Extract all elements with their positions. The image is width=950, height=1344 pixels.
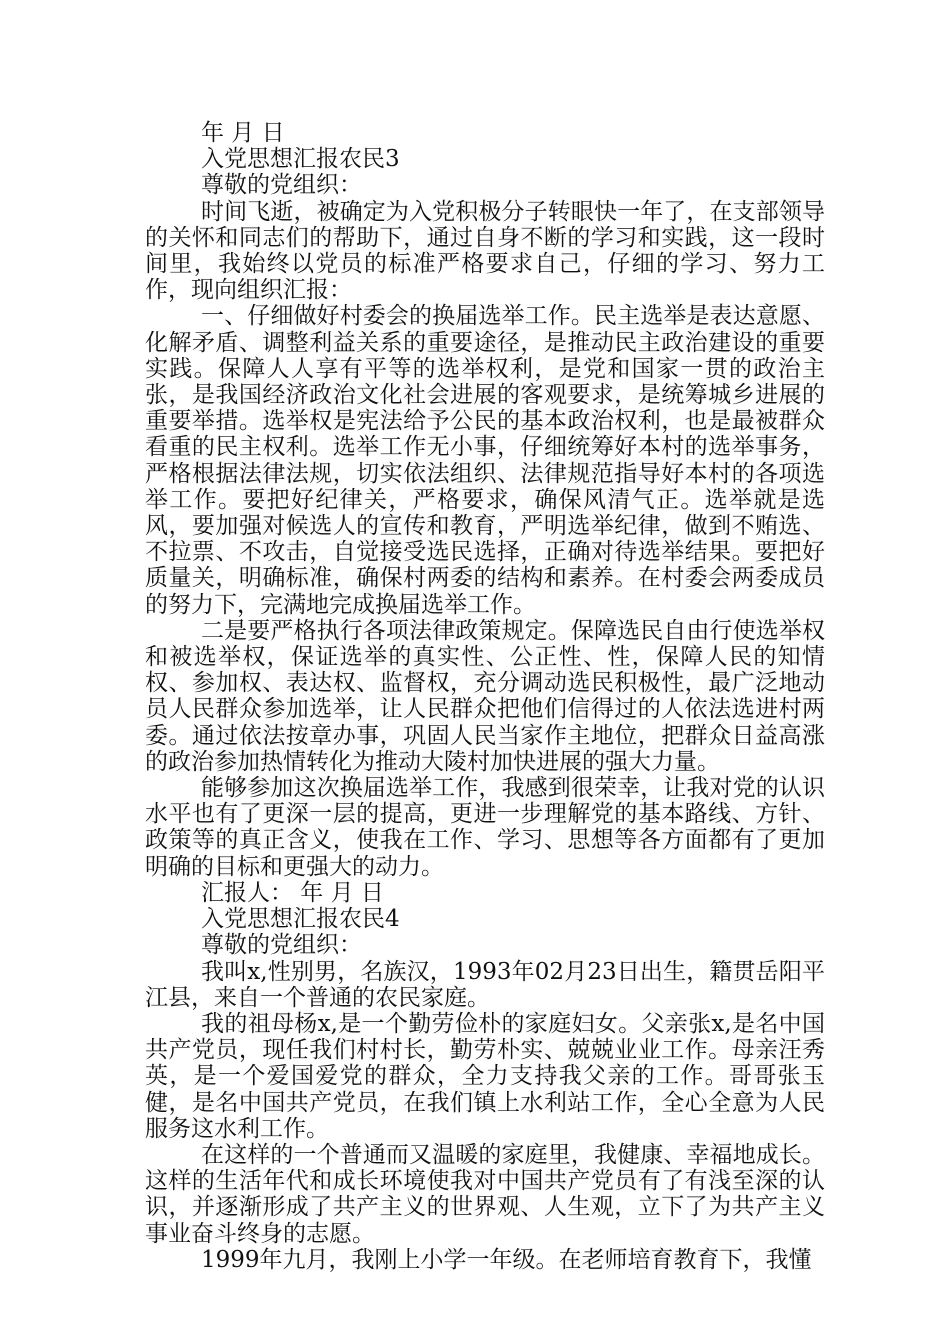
body-paragraph: 我叫x,性别男，名族汉，1993年02月23日出生，籍贯岳阳平江县，来自一个普通的农民家庭。 — [145, 958, 825, 1011]
document-page — [145, 120, 825, 1273]
section-title-4: 入党思想汇报农民4 — [201, 906, 400, 933]
body-paragraph: 在这样的一个普通而又温暖的家庭里，我健康、幸福地成长。这样的生活年代和成长环境使我对中国共产党员有了有浅至深的认识，并逐渐形成了共产主义的世界观、人生观，立下了为共产主义事业奋斗终身的志愿。 — [145, 1141, 825, 1247]
body-paragraph: 时间飞逝，被确定为入党积极分子转眼快一年了，在支部领导的关怀和同志们的帮助下，通过自身不断的学习和实践，这一段时间里，我始终以党员的标准严格要求自己，仔细的学习、努力工作，现向组织汇报： — [145, 198, 825, 304]
body-paragraph: 一、仔细做好村委会的换届选举工作。民主选举是表达意愿、化解矛盾、调整利益关系的重要途径，是推动民主政治建设的重要实践。保障人人享有平等的选举权利，是党和国家一贯的政治主张，是我国经济政治文化社会进展的客观要求，是统筹城乡进展的重要举措。选举权是宪法给予公民的基本政治权利，也是最被群众看重的民主权利。选举工作无小事，仔细统筹好本村的选举事务，严格根据法律法规，切实依法组织、法律规范指导好本村的各项选举工作。要把好纪律关，严格要求，确保风清气正。选举就是选风，要加强对候选人的宣传和教育，严明选举纪律，做到不贿选、不拉票、不攻击，自觉接受选民选择，正确对待选举结果。要把好质量关，明确标准，确保村两委的结构和素养。在村委会两委成员的努力下，完满地完成换届选举工作。 — [145, 303, 825, 618]
date-line: 年 月 日 — [201, 120, 285, 146]
body-paragraph: 我的祖母杨x,是一个勤劳俭朴的家庭妇女。父亲张x,是名中国共产党员，现任我们村村长，勤劳朴实、兢兢业业工作。母亲汪秀英，是一个爱国爱党的群众，全力支持我父亲的工作。哥哥张玉健，是名中国共产党员，在我们镇上水利站工作，全心全意为人民服务这水利工作。 — [145, 1010, 825, 1142]
salutation: 尊敬的党组织： — [201, 932, 362, 959]
body-paragraph: 1999年九月，我刚上小学一年级。在老师培育教育下，我懂 — [201, 1246, 812, 1273]
section-title-3: 入党思想汇报农民3 — [201, 146, 400, 173]
salutation: 尊敬的党组织： — [201, 172, 362, 199]
signature-line: 汇报人： 年 月 日 — [201, 879, 384, 906]
body-paragraph: 二是要严格执行各项法律政策规定。保障选民自由行使选举权和被选举权，保证选举的真实性、公正性、性，保障人民的知情权、参加权、表达权、监督权，充分调动选民积极性，最广泛地动员人民群众参加选举，让人民群众把他们信得过的人依法选进村两委。通过依法按章办事，巩固人民当家作主地位，把群众日益高涨的政治参加热情转化为推动大陵村加快进展的强大力量。 — [145, 617, 825, 775]
body-paragraph: 能够参加这次换届选举工作，我感到很荣幸，让我对党的认识水平也有了更深一层的提高，更进一步理解党的基本路线、方针、政策等的真正含义，使我在工作、学习、思想等各方面都有了更加明确的目标和更强大的动力。 — [145, 775, 825, 880]
